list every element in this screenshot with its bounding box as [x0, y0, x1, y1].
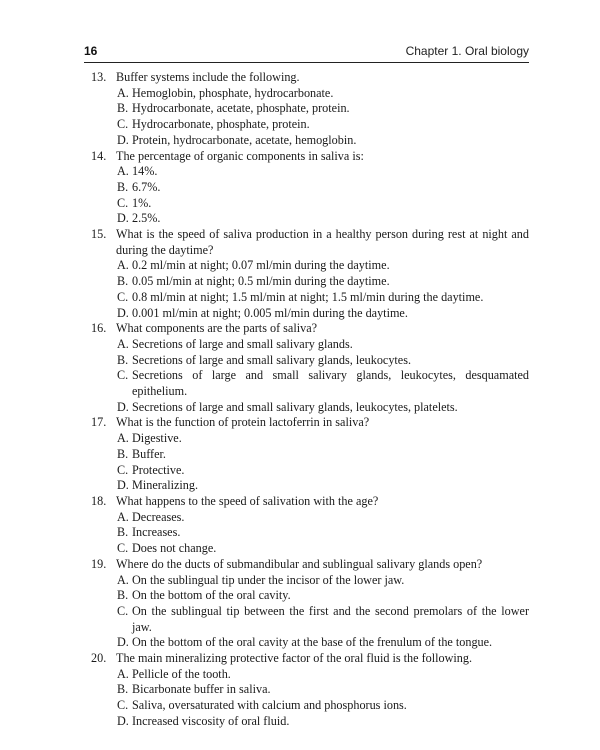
question-13 [84, 70, 529, 86]
option-letter: B. [117, 525, 129, 540]
option-letter: C. [117, 462, 129, 477]
option-letter: B. [117, 682, 129, 697]
option-text: Increases. [132, 525, 181, 540]
option-letter: D. [117, 211, 129, 226]
option-letter: A. [117, 572, 129, 587]
option-letter: C. [117, 117, 129, 132]
chapter-title: Chapter 1. Oral biology [405, 44, 529, 58]
option-letter: A. [117, 509, 129, 524]
option-text: On the bottom of the oral cavity at the base of the frenulum of the tongue. [132, 635, 493, 650]
option-letter: A. [117, 431, 129, 446]
option-text: 14%. [132, 164, 158, 179]
option-letter: B. [117, 588, 129, 603]
option-text: 1%. [132, 195, 152, 210]
option-letter: B. [117, 446, 129, 461]
option-letter: C. [117, 698, 129, 713]
answer-option [84, 306, 529, 322]
option-text: Buffer. [132, 446, 166, 461]
option-text: Hydrocarbonate, phosphate, protein. [132, 117, 310, 132]
option-letter: A. [117, 666, 129, 681]
option-text: Protein, hydrocarbonate, acetate, hemoglobin. [132, 132, 357, 147]
option-text: Decreases. [132, 509, 185, 524]
option-letter: B. [117, 352, 129, 367]
option-letter: D. [117, 305, 129, 320]
answer-option [84, 573, 529, 589]
option-text: Secretions of large and small salivary glands, leukocytes, platelets. [132, 399, 458, 414]
question-list [84, 70, 529, 730]
option-letter: C. [117, 195, 129, 210]
question-number: 16. [91, 321, 107, 336]
question-20 [84, 651, 529, 667]
option-text: Secretions of large and small salivary glands. [132, 336, 353, 351]
question-text: The main mineralizing protective factor of the oral fluid is the following. [116, 651, 473, 666]
option-letter: C. [117, 603, 129, 618]
question-text: Where do the ducts of submandibular and sublingual salivary glands open? [116, 556, 483, 571]
option-text: 0.2 ml/min at night; 0.07 ml/min during the daytime. [132, 258, 390, 273]
question-number: 14. [91, 148, 107, 163]
answer-option [84, 525, 529, 541]
answer-option [84, 101, 529, 117]
question-16 [84, 321, 529, 337]
answer-option [84, 337, 529, 353]
option-letter: D. [117, 713, 129, 728]
question-text: Buffer systems include the following. [116, 70, 300, 84]
answer-option [84, 541, 529, 557]
option-text: 0.8 ml/min at night; 1.5 ml/min at night; 1.5 ml/min during the daytime. [132, 289, 484, 304]
option-text: Secretions of large and small salivary glands, leukocytes. [132, 352, 411, 367]
option-letter: A. [117, 164, 129, 179]
answer-option [84, 180, 529, 196]
answer-option [84, 478, 529, 494]
answer-option [84, 117, 529, 133]
option-text: 6.7%. [132, 179, 161, 194]
option-text: Secretions of large and small salivary glands, leukocytes, desquamated epithelium. [132, 368, 529, 399]
answer-option [84, 604, 529, 635]
option-letter: A. [117, 336, 129, 351]
option-text: Hydrocarbonate, acetate, phosphate, protein. [132, 101, 350, 116]
option-letter: C. [117, 368, 129, 383]
question-number: 17. [91, 415, 107, 430]
question-14 [84, 149, 529, 165]
answer-option [84, 400, 529, 416]
answer-option [84, 588, 529, 604]
option-text: Bicarbonate buffer in saliva. [132, 682, 271, 697]
option-text: On the bottom of the oral cavity. [132, 588, 291, 603]
option-letter: B. [117, 179, 129, 194]
option-text: On the sublingual tip under the incisor of the lower jaw. [132, 572, 405, 587]
option-letter: D. [117, 132, 129, 147]
option-letter: B. [117, 101, 129, 116]
answer-option [84, 274, 529, 290]
option-letter: D. [117, 399, 129, 414]
answer-option [84, 463, 529, 479]
answer-option [84, 368, 529, 399]
option-text: On the sublingual tip between the first and the second premolars of the lower jaw. [132, 603, 529, 634]
answer-option [84, 290, 529, 306]
answer-option [84, 667, 529, 683]
question-text: What is the function of protein lactoferrin in saliva? [116, 415, 370, 430]
answer-option [84, 714, 529, 730]
question-text: The percentage of organic components in saliva is: [116, 148, 364, 163]
answer-option [84, 196, 529, 212]
option-text: Increased viscosity of oral fluid. [132, 713, 290, 728]
question-text: What is the speed of saliva production in a healthy person during rest at night and during the daytime? [116, 227, 529, 257]
option-text: 2.5%. [132, 211, 161, 226]
option-letter: A. [117, 258, 129, 273]
option-text: Mineralizing. [132, 478, 198, 493]
answer-option [84, 86, 529, 102]
answer-option [84, 698, 529, 714]
question-number: 18. [91, 493, 107, 508]
answer-option [84, 164, 529, 180]
question-text: What components are the parts of saliva? [116, 321, 318, 336]
answer-option [84, 635, 529, 651]
question-15 [84, 227, 529, 258]
answer-option [84, 133, 529, 149]
answer-option [84, 431, 529, 447]
option-letter: A. [117, 85, 129, 100]
page-number: 16 [84, 44, 98, 58]
option-letter: D. [117, 478, 129, 493]
option-text: Protective. [132, 462, 185, 477]
answer-option [84, 211, 529, 227]
option-letter: C. [117, 289, 129, 304]
page-header [84, 44, 529, 63]
option-text: 0.05 ml/min at night; 0.5 ml/min during the daytime. [132, 274, 390, 289]
question-18 [84, 494, 529, 510]
question-number: 19. [91, 556, 107, 571]
option-text: Digestive. [132, 431, 182, 446]
answer-option [84, 510, 529, 526]
option-text: Pellicle of the tooth. [132, 666, 231, 681]
option-letter: D. [117, 635, 129, 650]
answer-option [84, 353, 529, 369]
question-number: 13. [91, 70, 107, 84]
answer-option [84, 258, 529, 274]
answer-option [84, 447, 529, 463]
question-19 [84, 557, 529, 573]
option-letter: B. [117, 274, 129, 289]
option-text: Hemoglobin, phosphate, hydrocarbonate. [132, 85, 334, 100]
question-17 [84, 415, 529, 431]
answer-option [84, 682, 529, 698]
option-text: Saliva, oversaturated with calcium and phosphorus ions. [132, 698, 407, 713]
option-text: 0.001 ml/min at night; 0.005 ml/min during the daytime. [132, 305, 408, 320]
option-letter: C. [117, 541, 129, 556]
question-number: 20. [91, 651, 107, 666]
question-text: What happens to the speed of salivation with the age? [116, 493, 379, 508]
question-number: 15. [91, 227, 107, 242]
option-text: Does not change. [132, 541, 217, 556]
